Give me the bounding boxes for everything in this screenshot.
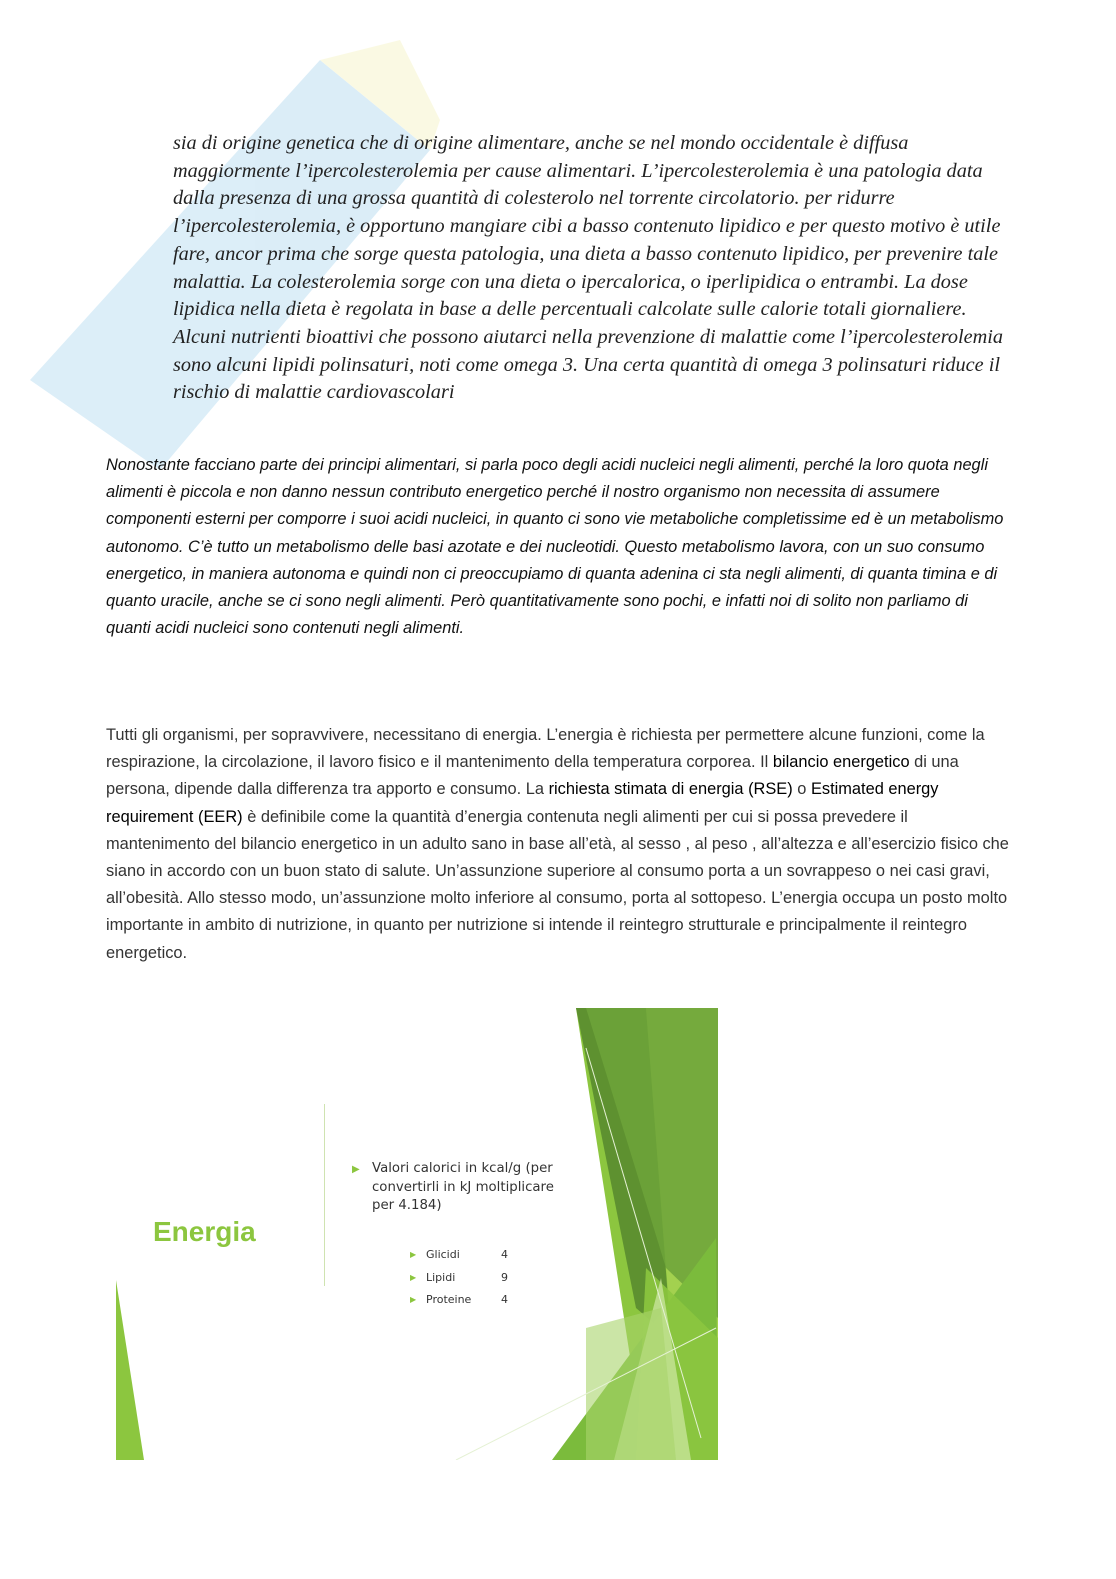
- list-item: [410, 1248, 530, 1271]
- term-eer: Estimated energy requirement (EER): [106, 780, 939, 826]
- energy-slide-image: [116, 1008, 718, 1460]
- energy-paragraph: [106, 722, 1016, 967]
- cholesterol-paragraph: sia di origine genetica che di origine alimentare, anche se nel mondo occidentale è diffusa maggiormente l’ipercolesterolemia per cause alimentari. L’ipercolesterolemia è una patologia data dalla presenza di una grossa quantità di colesterolo nel torrente circolatorio. per ridurre l’ipercolesterolemia, è opportuno mangiare cibi a basso contenuto lipidico e per questo motivo è utile fare, ancor prima che sorge questa patologia, una dieta a basso contenuto lipidico, per prevenire tale malattia. La colesterolemia sorge con una dieta o ipercalorica, o iperlipidica o entrambi. La dose lipidica nella dieta è regolata in base a delle percentuali calcolate sulle calorie totali giornaliere. Alcuni nutrienti bioattivi che possono aiutarci nella prevenzione di malattie come l’ipercolesterolemia sono alcuni lipidi polinsaturi, noti come omega 3. Una certa quantità di omega 3 polinsaturi riduce il rischio di malattie cardiovascolari: [173, 132, 1004, 404]
- nutrient-label: Proteine: [426, 1293, 472, 1306]
- energy-text-1: Tutti gli organismi, per sopravvivere, necessitano di energia. L’energia è richiesta per permettere alcune funzioni, come la respirazione, la circolazione, il lavoro fisico e il mantenimento della temperatura corporea. Il: [106, 726, 985, 772]
- triangle-bullet-icon: ▶: [352, 1164, 360, 1175]
- triangle-bullet-icon: ▶: [410, 1272, 417, 1282]
- nutrient-value: 4: [501, 1293, 508, 1306]
- nucleic-acids-paragraph: Nonostante facciano parte dei principi alimentari, si parla poco degli acidi nucleici negli alimenti, perché la loro quota negli alimenti è piccola e non danno nessun contributo energetico perché il nostro organismo non necessita di assumere componenti esterni per comporre i suoi acidi nucleici, in quanto ci sono vie metaboliche completissime ed è un metabolismo autonomo. C’è tutto un metabolismo delle basi azotate e dei nucleotidi. Questo metabolismo lavora, con un suo consumo energetico, in maniera autonoma e quindi non ci preoccupiamo di quanta adenina ci sta negli alimenti, di quanta timina e di quanto uracile, anche se ci sono negli alimenti. Però quantitativamente sono pochi, e infatti noi di solito non parliamo di quanti acidi nucleici sono contenuti negli alimenti.: [106, 456, 1004, 638]
- nutrient-value: 4: [501, 1248, 508, 1261]
- slide-title: Energia: [153, 1216, 256, 1247]
- slide-divider: [324, 1104, 325, 1286]
- nutrient-label: Lipidi: [426, 1270, 456, 1284]
- energy-text-3: o: [792, 780, 811, 799]
- term-rse: richiesta stimata di energia (RSE): [548, 780, 793, 799]
- energy-text-4: è definibile come la quantità d’energia contenuta negli alimenti per cui si possa prevedere il mantenimento del bilancio energetico in un adulto sano in base all’età, al sesso , al peso , all’altezza e all’esercizio fisico che siano in accordo con un buon stato di salute. Un’assunzione superiore al consumo porta a un sovrappeso o nei casi gravi, all’obesità. Allo stesso modo, un’assunzione molto inferiore al consumo, porta al sottopeso. L’energia occupa un posto molto importante in ambito di nutrizione, in quanto per nutrizione si intende il reintegro strutturale e principalmente il reintegro energetico.: [106, 807, 1009, 962]
- nutrient-label: Glicidi: [426, 1248, 460, 1261]
- nutrient-value: 9: [501, 1270, 508, 1284]
- triangle-bullet-icon: ▶: [410, 1250, 417, 1259]
- list-item: [410, 1293, 530, 1316]
- main-bullet-text: Valori calorici in kcal/g (per convertirli in kJ moltiplicare per 4.184): [372, 1161, 554, 1213]
- term-bilancio-energetico: bilancio energetico: [772, 753, 910, 772]
- calorie-values-list: [410, 1248, 530, 1316]
- triangle-bullet-icon: ▶: [410, 1295, 417, 1304]
- energy-text-2: di una persona, dipende dalla differenza tra apporto e consumo. La: [106, 753, 959, 799]
- list-item: [410, 1271, 530, 1294]
- slide-main-bullet: [352, 1160, 562, 1216]
